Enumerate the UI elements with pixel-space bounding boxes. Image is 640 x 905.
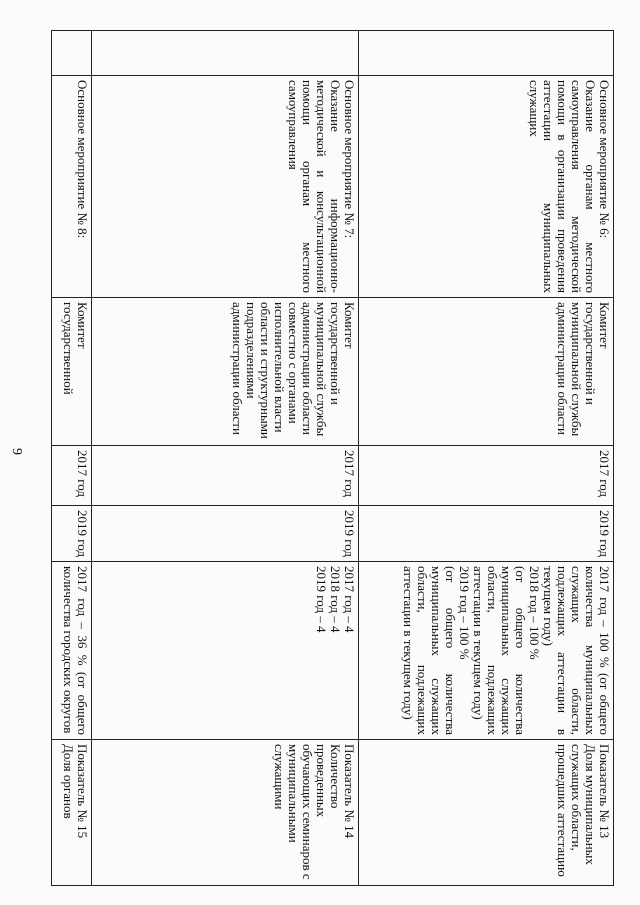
start-year-cell: 2017 год [359,446,614,506]
executor-cell: Комитет государственной и муниципальной службы администрации области [359,298,614,446]
end-year-cell: 2019 год [359,506,614,562]
row-margin-cell [92,31,359,76]
row-margin-cell [52,31,92,76]
event-cell: Основное мероприятие № 8: [52,76,92,298]
end-year-cell: 2019 год [52,506,92,562]
event-cell: Основное мероприятие № 6: Оказание органам местного самоуправления методической помощи в организации проведения аттестации муниципальных служащих [359,76,614,298]
table-row [92,31,359,886]
indicator-cell: Показатель № 15 Доля органов [52,740,92,886]
indicator-cell: Показатель № 14 Количество проведенных обучающих семинаров с муниципальными служащими [92,740,359,886]
result-cell: 2017 год – 36 % (от общего количества городских округов [52,562,92,740]
table-row [52,31,92,886]
page-number: 9 [9,448,24,455]
end-year-cell: 2019 год [92,506,359,562]
indicator-cell: Показатель № 13 Доля муниципальных служащих области, прошедших аттестацию [359,740,614,886]
start-year-cell: 2017 год [92,446,359,506]
start-year-cell: 2017 год [52,446,92,506]
executor-cell: Комитет государственной [52,298,92,446]
table-row [359,31,614,886]
result-cell: 2017 год – 4 2018 год – 4 2019 год – 4 [92,562,359,740]
measures-table [51,30,614,886]
row-margin-cell [359,31,614,76]
event-cell: Основное мероприятие № 7: Оказание информационно-методической и консультационной помощи органам местного самоуправления [92,76,359,298]
result-cell: 2017 год – 100 % (от общего количества муниципальных служащих области, подлежащих аттестации в текущем году) 2018 год – 100 % (от общего количества муниципальных служащих области, подлежащих аттестации в текущем году) 2019 год – 100 % (от общего количества муниципальных служащих области, подлежащих аттестации в текущем году) [359,562,614,740]
executor-cell: Комитет государственной и муниципальной службы администрации области совместно с органами исполнительной власти области и структурными подразделениями администрации области [92,298,359,446]
rotated-table-container [49,30,614,885]
